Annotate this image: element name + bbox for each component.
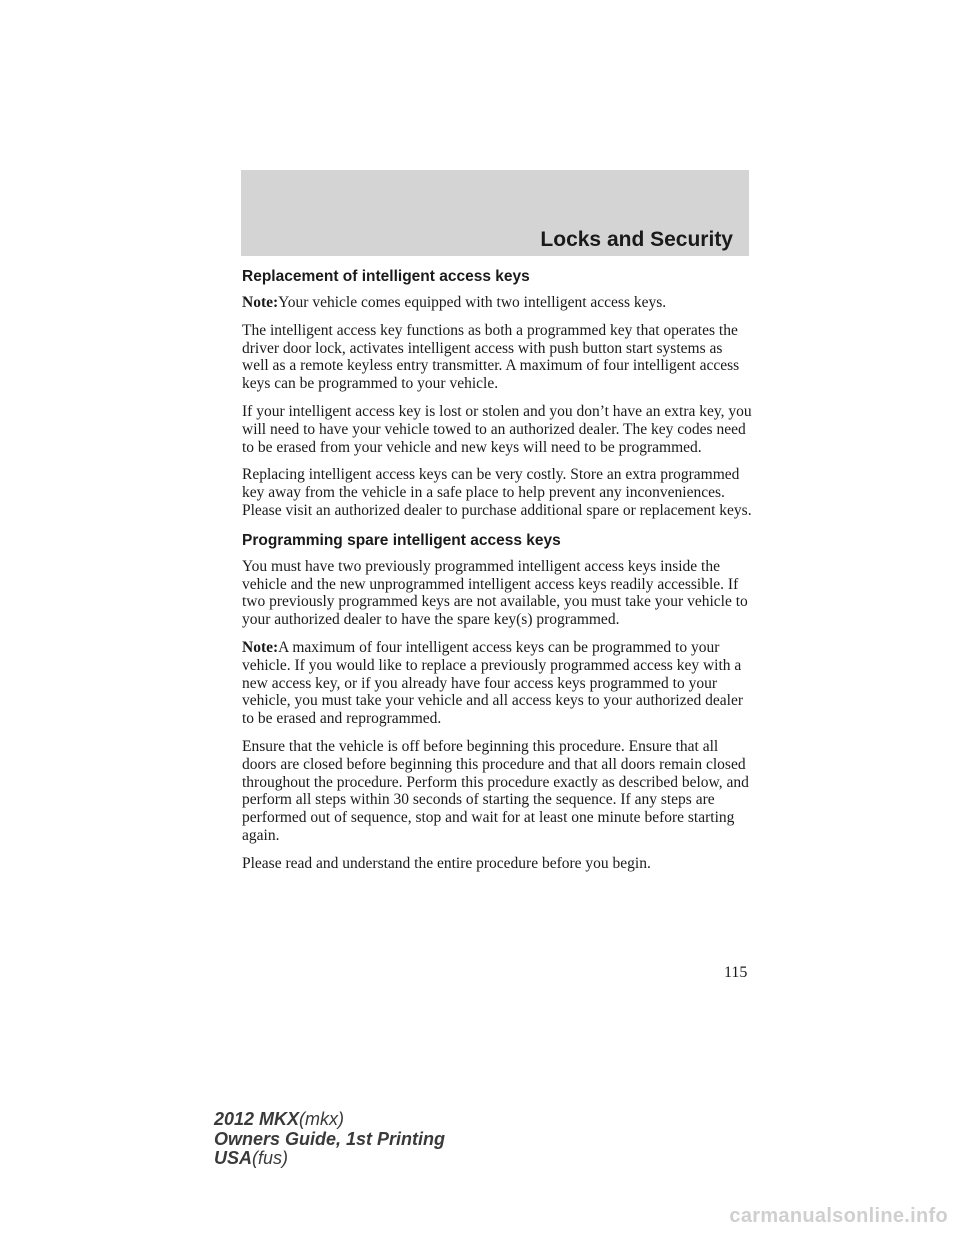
note-paragraph-1 bbox=[242, 294, 752, 312]
page-content bbox=[242, 267, 752, 883]
footer-model: 2012 MKX bbox=[214, 1109, 300, 1129]
footer-line-model bbox=[214, 1110, 445, 1130]
page-number: 115 bbox=[724, 964, 748, 981]
note-label: Note: bbox=[242, 294, 279, 311]
heading-replacement-keys: Replacement of intelligent access keys bbox=[242, 268, 530, 285]
footer-market-code: (fus) bbox=[252, 1148, 289, 1168]
paragraph-requirements: You must have two previously programmed intelligent access keys inside the vehicle and the new unprogrammed intelligent access keys readily accessible. If two previously programmed keys are not available, you must take your vehicle to your authorized dealer to have the spare key(s) programmed. bbox=[242, 557, 748, 629]
footer-line-market bbox=[214, 1149, 445, 1169]
heading-programming-spare-keys: Programming spare intelligent access keys bbox=[242, 531, 561, 549]
footer-line-printing: Owners Guide, 1st Printing bbox=[214, 1128, 446, 1149]
note-text: A maximum of four intelligent access keys can be programmed to your vehicle. If you would like to replace a previously programmed access key with a new access key, or if you already have four access keys programmed to your vehicle, you must take your vehicle and all access keys to your authorized dealer to be erased and reprogrammed. bbox=[242, 638, 743, 728]
site-watermark: carmanualsonline.info bbox=[729, 1205, 948, 1227]
paragraph-key-functions: The intelligent access key functions as both a programmed key that operates the driver door lock, activates intelligent access with push button start systems as well as a remote keyless entry transmitter. A maximum of four intelligent access keys can be programmed to your vehicle. bbox=[242, 321, 740, 393]
footer-model-code: (mkx) bbox=[299, 1109, 345, 1129]
paragraph-procedure-conditions: Ensure that the vehicle is off before beginning this procedure. Ensure that all doors are closed before beginning this procedure and that all doors remain closed throughout the procedure. Perform this procedure exactly as described below, and perform all steps within 30 seconds of starting the sequence. If any steps are performed out of sequence, stop and wait for at least one minute before starting again. bbox=[242, 737, 749, 844]
footer-market: USA bbox=[214, 1148, 253, 1168]
note-paragraph-2 bbox=[242, 639, 752, 728]
note-text: Your vehicle comes equipped with two intelligent access keys. bbox=[278, 294, 667, 311]
section-header-band bbox=[241, 170, 749, 256]
document-footer bbox=[214, 1110, 445, 1169]
paragraph-lost-key: If your intelligent access key is lost or stolen and you don’t have an extra key, you will need to have your vehicle towed to an authorized dealer. The key codes need to be erased from your vehicle and new keys will need to be programmed. bbox=[242, 402, 752, 456]
note-label: Note: bbox=[242, 638, 279, 656]
paragraph-replacing-cost: Replacing intelligent access keys can be very costly. Store an extra programmed key away from the vehicle in a safe place to help prevent any inconveniences. Please visit an authorized dealer to purchase additional spare or replacement keys. bbox=[242, 466, 752, 519]
section-title: Locks and Security bbox=[540, 228, 733, 251]
paragraph-read-procedure: Please read and understand the entire procedure before you begin. bbox=[242, 854, 651, 872]
